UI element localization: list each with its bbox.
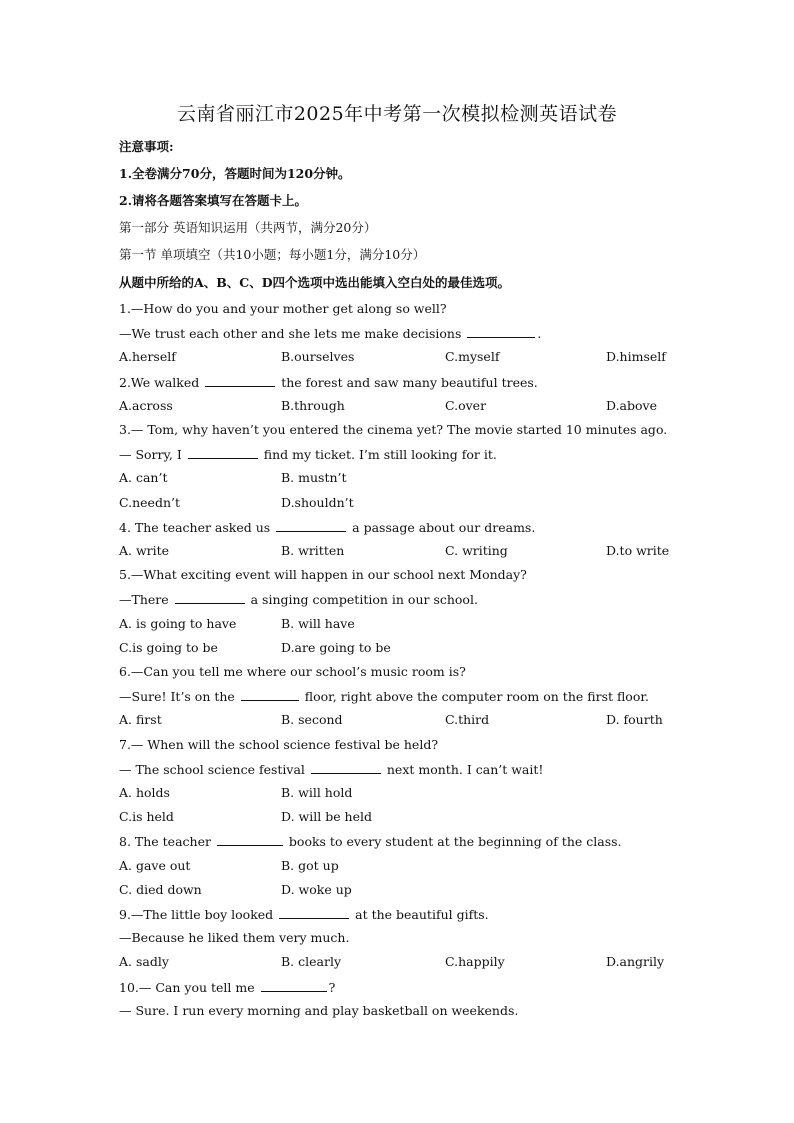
option-b: B.through [281, 397, 345, 413]
question-5-line [119, 591, 478, 608]
question-text: —There [119, 592, 173, 608]
question-8-line [119, 833, 622, 850]
question-9-line [119, 906, 489, 923]
answer-blank [188, 446, 258, 459]
option-a: A. holds [119, 785, 170, 800]
section-heading: 第一节 单项填空（共10小题；每小题1分，满分10分） [119, 247, 426, 262]
option-d: D.are going to be [281, 639, 391, 655]
option-b: B. got up [281, 857, 339, 873]
answer-blank [279, 906, 349, 919]
question-text: books to every student at the beginning of the class. [284, 834, 622, 850]
option-d: D.himself [606, 349, 666, 365]
option-b: B. clearly [281, 954, 342, 970]
question-6-line [119, 664, 466, 680]
question-text: find my ticket. I’m still looking for it. [259, 447, 497, 463]
answer-blank [205, 374, 275, 387]
option-a: A. sadly [119, 954, 169, 970]
question-text: a passage about our dreams. [348, 519, 536, 535]
question-text: the forest and saw many beautiful trees. [277, 374, 538, 390]
answer-blank [175, 591, 245, 604]
option-c: C. died down [119, 881, 202, 897]
option-a: A. gave out [119, 857, 191, 873]
question-6-line [119, 688, 649, 705]
option-c: C.needn’t [119, 494, 180, 510]
question-text: 5.—What exciting event will happen in our school next Monday? [119, 567, 527, 583]
question-9-line [119, 930, 349, 946]
option-a: A.herself [119, 349, 176, 365]
option-d: D. woke up [281, 881, 352, 897]
option-a: A.across [119, 397, 173, 413]
question-text: —Because he liked them very much. [119, 930, 350, 946]
question-4-line [119, 519, 535, 536]
question-text: —Sure! It’s on the [119, 689, 239, 705]
question-text: 7.— When will the school science festival be held? [119, 736, 439, 752]
question-10-line [119, 1003, 518, 1019]
note-item-1: 1.全卷满分70分，答题时间为120分钟。 [119, 166, 351, 181]
notes-heading: 注意事项: [119, 139, 174, 154]
option-c: C.is going to be [119, 639, 218, 655]
option-d: D. fourth [606, 712, 663, 728]
question-text: — Sorry, I [119, 447, 186, 463]
option-d: D.above [606, 397, 657, 413]
question-text: next month. I can’t wait! [382, 761, 544, 777]
answer-blank [276, 519, 346, 532]
exam-title: 云南省丽江市2025年中考第一次模拟检测英语试卷 [176, 103, 618, 125]
option-c: C.over [445, 397, 487, 413]
option-b: B. written [281, 543, 345, 558]
option-d: D.to write [606, 543, 670, 558]
option-b: B. will have [281, 615, 355, 631]
question-text: 1.—How do you and your mother get along so well? [119, 301, 447, 316]
question-2-line [119, 374, 538, 391]
question-text: 10.— Can you tell me [119, 979, 259, 995]
question-3-line [119, 446, 497, 463]
question-1-line [119, 325, 541, 342]
question-10-line [119, 979, 335, 996]
option-c: C.myself [445, 349, 500, 365]
option-d: D. will be held [281, 809, 373, 825]
note-item-2: 2.请将各题答案填写在答题卡上。 [119, 193, 308, 208]
option-d: D.shouldn’t [281, 494, 354, 510]
option-a: A. first [119, 712, 162, 728]
option-a: A. write [119, 543, 170, 558]
answer-blank [467, 325, 535, 338]
option-a: A. can’t [119, 470, 168, 486]
question-text: — Sure. I run every morning and play basketball on weekends. [119, 1002, 519, 1018]
question-text: —We trust each other and she lets me make decisions [119, 326, 466, 342]
option-d: D.angrily [606, 954, 665, 970]
question-7-line [119, 737, 438, 753]
question-text: 8. The teacher [119, 834, 215, 850]
option-c: C. writing [445, 543, 508, 558]
question-text: 3.— Tom, why haven’t you entered the cinema yet? The movie started 10 minutes ago. [119, 422, 668, 437]
option-b: B. second [281, 712, 343, 728]
part-heading: 第一部分 英语知识运用（共两节，满分20分） [119, 220, 377, 235]
question-text: a singing competition in our school. [246, 592, 478, 608]
question-text: 4. The teacher asked us [119, 519, 275, 535]
question-text: 2.We walked [119, 374, 204, 390]
question-1-line [119, 301, 447, 317]
question-text: 6.—Can you tell me where our school’s music room is? [119, 664, 466, 679]
question-text: ? [328, 979, 336, 995]
question-3-line [119, 422, 667, 438]
answer-blank [311, 761, 381, 774]
question-5-line [119, 567, 527, 583]
option-c: C.third [445, 712, 490, 728]
answer-blank [217, 833, 283, 846]
option-c: C.happily [445, 954, 505, 970]
question-text: floor, right above the computer room on the first floor. [300, 689, 649, 705]
option-a: A. is going to have [119, 615, 237, 631]
option-b: B.ourselves [281, 349, 355, 365]
question-text: at the beautiful gifts. [351, 907, 489, 922]
option-c: C.is held [119, 809, 174, 825]
question-text: 9.—The little boy looked [119, 907, 278, 922]
instruction-text: 从题中所给的A、B、C、D四个选项中选出能填入空白处的最佳选项。 [119, 275, 511, 290]
option-b: B. mustn’t [281, 470, 347, 486]
answer-blank [261, 979, 327, 992]
question-7-line [119, 761, 543, 778]
option-b: B. will hold [281, 785, 353, 800]
question-text: — The school science festival [119, 761, 309, 777]
answer-blank [241, 688, 299, 701]
question-text: . [537, 326, 542, 342]
